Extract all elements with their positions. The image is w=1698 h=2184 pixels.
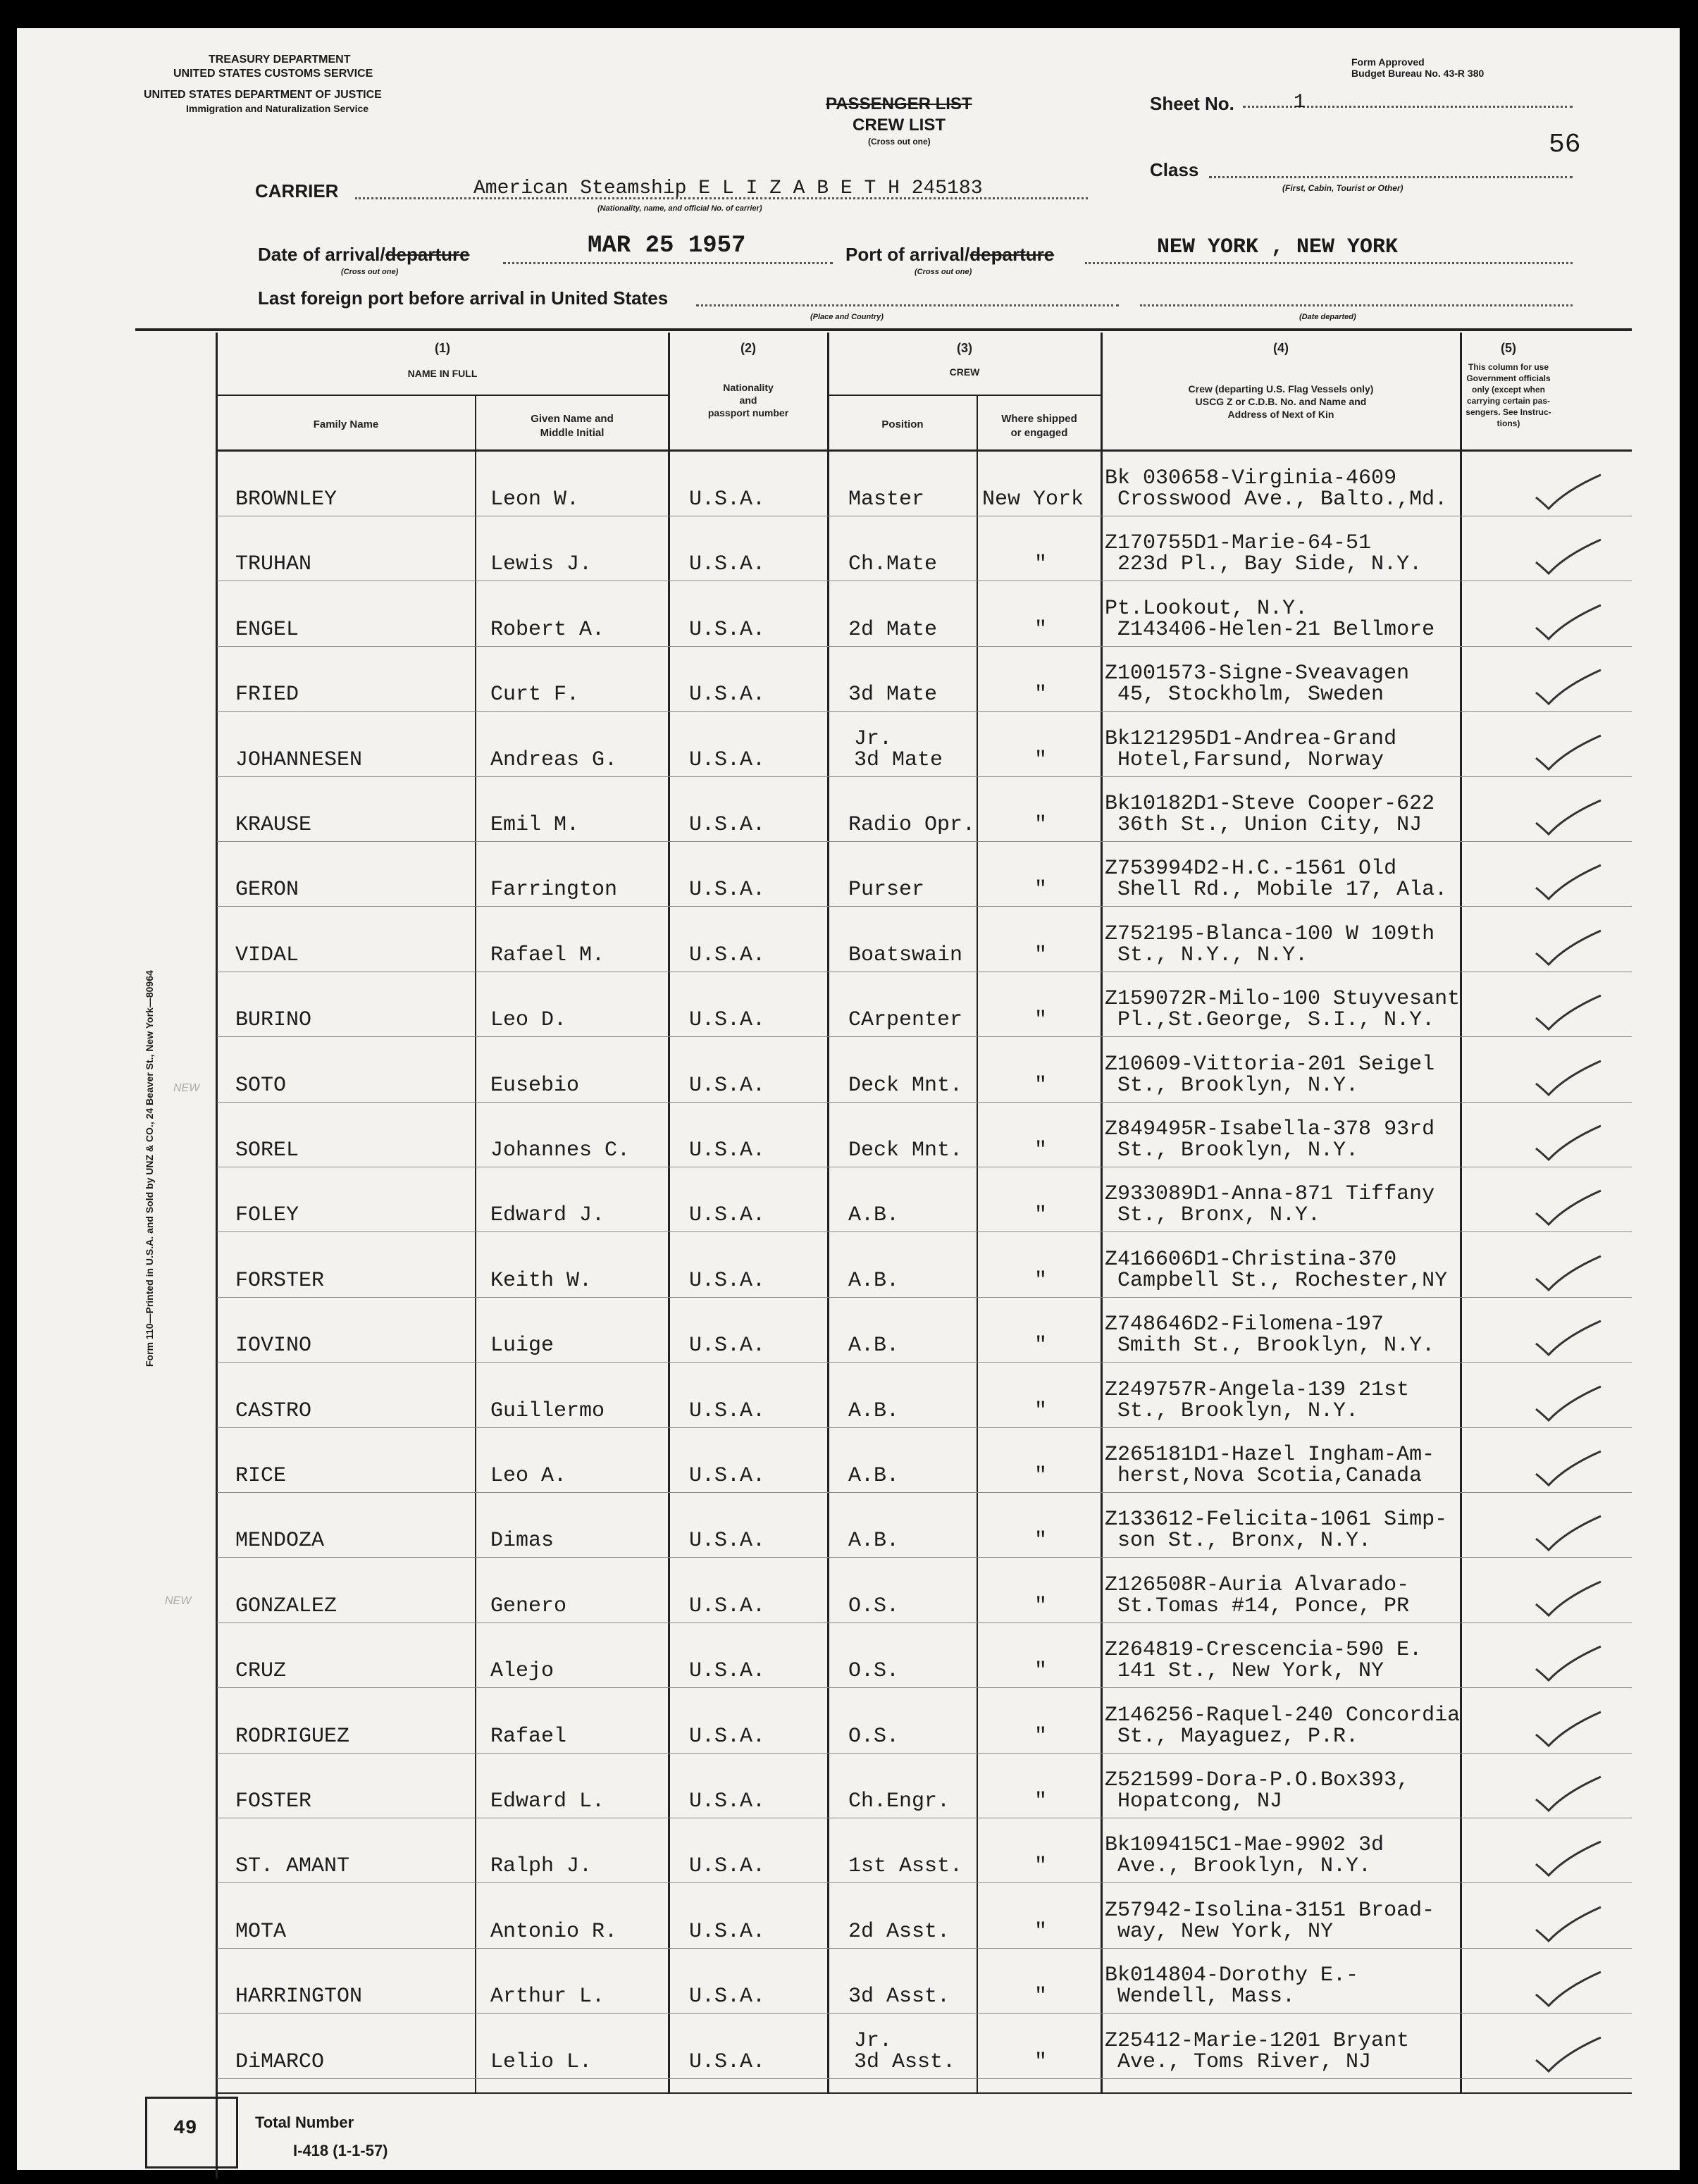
position: Ch.Mate: [848, 552, 938, 577]
nat-header-3: passport number: [707, 407, 789, 418]
position: Boatswain: [848, 943, 963, 967]
col4-number: (4): [1273, 341, 1289, 355]
check-mark-icon: [1530, 730, 1608, 779]
family-name: ST. AMANT: [235, 1854, 350, 1879]
check-mark-icon: [1530, 1055, 1608, 1105]
position: Master: [848, 488, 925, 511]
position: A.B.: [848, 1398, 900, 1423]
family-name: RICE: [235, 1464, 287, 1488]
family-name: ENGEL: [235, 617, 299, 642]
given-name: Edward J.: [490, 1203, 605, 1228]
next-of-kin-line-2: St., Mayaguez, P.R.: [1117, 1724, 1359, 1749]
arrival-date: MAR 25 1957: [588, 232, 746, 259]
given-name: Farrington: [490, 878, 618, 902]
where-shipped: ": [1034, 813, 1048, 837]
next-of-kin-line-2: herst,Nova Scotia,Canada: [1117, 1464, 1423, 1488]
port-struck: departure: [969, 244, 1055, 265]
given-name: Alejo: [490, 1659, 554, 1684]
where-shipped: ": [1034, 2049, 1048, 2074]
given-name: Lewis J.: [490, 552, 593, 577]
family-name: BROWNLEY: [235, 488, 337, 511]
given-name: Ralph J.: [490, 1854, 593, 1879]
family-name: RODRIGUEZ: [235, 1724, 350, 1749]
arrival-port: NEW YORK , NEW YORK: [1157, 235, 1399, 259]
nationality: U.S.A.: [689, 1854, 766, 1879]
next-of-kin-line-1: Z265181D1-Hazel Ingham-Am-: [1105, 1443, 1435, 1467]
where-shipped: ": [1034, 1138, 1048, 1162]
check-mark-icon: [1530, 1836, 1608, 1885]
next-of-kin-line-2: St., Brooklyn, N.Y.: [1117, 1138, 1359, 1162]
side-note-new-2: NEW: [165, 1595, 192, 1607]
nationality: U.S.A.: [689, 878, 766, 902]
given-name: Luige: [490, 1334, 554, 1358]
next-of-kin-line-1: Z249757R-Angela-139 21st: [1105, 1377, 1410, 1402]
next-of-kin-line-1: Z146256-Raquel-240 Concordia: [1105, 1703, 1461, 1727]
family-header: Family Name: [313, 418, 379, 430]
nationality: U.S.A.: [689, 943, 766, 967]
col5-title-5: sengers. See Instruc-: [1465, 407, 1551, 417]
form-number: I-418 (1-1-57): [293, 2142, 388, 2159]
port-note: (Cross out one): [915, 268, 972, 276]
position: 3d Asst.: [848, 1985, 950, 2009]
position: O.S.: [848, 1659, 900, 1684]
next-of-kin-line-2: Pl.,St.George, S.I., N.Y.: [1117, 1008, 1435, 1033]
given-name: Antonio R.: [490, 1919, 618, 1944]
family-name: VIDAL: [235, 943, 299, 967]
carrier-note: (Nationality, name, and official No. of carrier): [597, 204, 762, 213]
where-shipped: ": [1034, 617, 1048, 642]
where-shipped: ": [1034, 1529, 1048, 1553]
sheet-number: 1: [1294, 92, 1306, 113]
family-name: FOSTER: [235, 1789, 312, 1813]
row-rule: [217, 1948, 1632, 1949]
position-header: Position: [881, 418, 924, 430]
where-shipped: New York: [982, 488, 1084, 511]
next-of-kin-line-2: son St., Bronx, N.Y.: [1117, 1529, 1372, 1553]
family-name: DiMARCO: [235, 2049, 325, 2074]
page-stamp: 56: [1549, 130, 1581, 160]
check-mark-icon: [1530, 1966, 1608, 2016]
given-name: Eusebio: [490, 1073, 580, 1098]
where-shipped: ": [1034, 1985, 1048, 2009]
next-of-kin-line-1: Bk10182D1-Steve Cooper-622: [1105, 792, 1435, 816]
check-mark-icon: [1530, 860, 1608, 909]
nationality: U.S.A.: [689, 683, 766, 707]
next-of-kin-line-1: Z849495R-Isabella-378 93rd: [1105, 1117, 1435, 1141]
row-rule: [217, 1231, 1632, 1232]
nationality: U.S.A.: [689, 1138, 766, 1162]
next-of-kin-line-1: Bk109415C1-Mae-9902 3d: [1105, 1833, 1384, 1858]
nationality: U.S.A.: [689, 1398, 766, 1423]
family-name: GONZALEZ: [235, 1594, 337, 1618]
where-shipped: ": [1034, 1073, 1048, 1098]
given-name: Rafael: [490, 1724, 567, 1749]
next-of-kin-line-2: 223d Pl., Bay Side, N.Y.: [1117, 552, 1423, 577]
where-shipped: ": [1034, 1464, 1048, 1488]
next-of-kin-line-2: 45, Stockholm, Sweden: [1117, 683, 1384, 707]
family-name: FORSTER: [235, 1268, 325, 1293]
family-name: FOLEY: [235, 1203, 299, 1228]
nat-header-2: and: [739, 395, 757, 406]
next-of-kin-line-1: Z133612-Felicita-1061 Simp-: [1105, 1508, 1448, 1532]
position: 3d Mate: [848, 683, 938, 707]
nationality: U.S.A.: [689, 617, 766, 642]
cross-out-note: (Cross out one): [868, 137, 931, 147]
col1-title: NAME IN FULL: [407, 368, 478, 379]
family-name: BURINO: [235, 1008, 312, 1033]
given-name: Emil M.: [490, 813, 580, 837]
next-of-kin-line-2: Z143406-Helen-21 Bellmore: [1117, 617, 1435, 642]
position: 2d Asst.: [848, 1919, 950, 1944]
next-of-kin-line-2: Smith St., Brooklyn, N.Y.: [1117, 1334, 1435, 1358]
row-rule: [217, 711, 1632, 712]
col5-number: (5): [1501, 341, 1516, 355]
nationality: U.S.A.: [689, 813, 766, 837]
nationality: U.S.A.: [689, 552, 766, 577]
col4-title-2: USCG Z or C.D.B. No. and Name and: [1195, 396, 1367, 407]
next-of-kin-line-1: Bk014804-Dorothy E.-: [1105, 1963, 1359, 1988]
given-header-2: Middle Initial: [540, 427, 605, 439]
nat-header-1: Nationality: [723, 382, 774, 393]
given-name: Guillermo: [490, 1398, 605, 1423]
total-number: 49: [173, 2118, 197, 2140]
family-name: MENDOZA: [235, 1529, 325, 1553]
where-shipped: ": [1034, 943, 1048, 967]
agency-line-2: UNITED STATES CUSTOMS SERVICE: [173, 68, 373, 80]
next-of-kin-line-1: Z933089D1-Anna-871 Tiffany: [1105, 1182, 1435, 1207]
position: Radio Opr.: [848, 813, 976, 837]
check-mark-icon: [1530, 1901, 1608, 1951]
nationality: U.S.A.: [689, 1073, 766, 1098]
position: Purser: [848, 878, 925, 902]
port-label: [845, 244, 1054, 266]
row-rule: [217, 1557, 1632, 1558]
next-of-kin-line-1: Z159072R-Milo-100 Stuyvesant: [1105, 987, 1461, 1012]
family-name: KRAUSE: [235, 813, 312, 837]
given-name: Rafael M.: [490, 943, 605, 967]
row-rule: [217, 1882, 1632, 1883]
manifest-sheet: [17, 28, 1680, 2170]
family-name: TRUHAN: [235, 552, 312, 577]
nationality: U.S.A.: [689, 1203, 766, 1228]
nationality: U.S.A.: [689, 2049, 766, 2074]
next-of-kin-line-2: Campbell St., Rochester,NY: [1117, 1268, 1448, 1293]
where-shipped: ": [1034, 1334, 1048, 1358]
given-name: Genero: [490, 1594, 567, 1618]
nationality: U.S.A.: [689, 747, 766, 772]
position: 2d Mate: [848, 617, 938, 642]
col5-title-6: tions): [1496, 418, 1520, 428]
check-mark-icon: [1530, 534, 1608, 583]
check-mark-icon: [1530, 2032, 1608, 2081]
next-of-kin-line-1: Z57942-Isolina-3151 Broad-: [1105, 1898, 1435, 1923]
next-of-kin-line-2: Ave., Toms River, NJ: [1117, 2049, 1372, 2074]
total-label: Total Number: [255, 2114, 354, 2131]
where-shipped: ": [1034, 1008, 1048, 1033]
shipped-header-1: Where shipped: [1001, 413, 1077, 425]
row-rule: [217, 1687, 1632, 1688]
where-shipped: ": [1034, 1268, 1048, 1293]
position-line-2: 3d Asst.: [854, 2049, 956, 2074]
agency-line-4: Immigration and Naturalization Service: [186, 103, 369, 114]
nationality: U.S.A.: [689, 1594, 766, 1618]
col3-number: (3): [957, 341, 972, 355]
family-name: FRIED: [235, 683, 299, 707]
next-of-kin-line-2: Ave., Brooklyn, N.Y.: [1117, 1854, 1372, 1879]
family-name: SOREL: [235, 1138, 299, 1162]
shipped-header-2: or engaged: [1010, 427, 1068, 439]
family-name: IOVINO: [235, 1334, 312, 1358]
position: Deck Mnt.: [848, 1138, 963, 1162]
row-rule: [217, 646, 1632, 647]
nationality: U.S.A.: [689, 1659, 766, 1684]
nationality: U.S.A.: [689, 1008, 766, 1033]
given-name: Dimas: [490, 1529, 554, 1553]
position: 1st Asst.: [848, 1854, 963, 1879]
next-of-kin-line-2: 141 St., New York, NY: [1117, 1659, 1384, 1684]
last-port-label: Last foreign port before arrival in United States: [258, 287, 669, 309]
position: Deck Mnt.: [848, 1073, 963, 1098]
nationality: U.S.A.: [689, 1529, 766, 1553]
given-name: Edward L.: [490, 1789, 605, 1813]
position: Jr.: [854, 2028, 893, 2053]
where-shipped: ": [1034, 1854, 1048, 1879]
next-of-kin-line-1: Z1001573-Signe-Sveavagen: [1105, 662, 1410, 686]
nationality: U.S.A.: [689, 1919, 766, 1944]
sheet-label: Sheet No.: [1150, 93, 1234, 114]
row-rule: [217, 1492, 1632, 1493]
family-name: CASTRO: [235, 1398, 312, 1423]
nationality: U.S.A.: [689, 1789, 766, 1813]
next-of-kin-line-1: Z752195-Blanca-100 W 109th: [1105, 922, 1435, 946]
next-of-kin-line-1: Z25412-Marie-1201 Bryant: [1105, 2028, 1410, 2053]
position: A.B.: [848, 1203, 900, 1228]
check-mark-icon: [1530, 1381, 1608, 1430]
where-shipped: ": [1034, 1724, 1048, 1749]
nationality: U.S.A.: [689, 1724, 766, 1749]
next-of-kin-line-2: Crosswood Ave., Balto.,Md.: [1117, 488, 1448, 511]
given-name: Leon W.: [490, 488, 580, 511]
given-name: Keith W.: [490, 1268, 593, 1293]
where-shipped: ": [1034, 1594, 1048, 1618]
next-of-kin-line-1: Z753994D2-H.C.-1561 Old: [1105, 857, 1397, 881]
family-name: CRUZ: [235, 1659, 287, 1684]
given-name: Leo D.: [490, 1008, 567, 1033]
check-mark-icon: [1530, 1641, 1608, 1690]
class-note: (First, Cabin, Tourist or Other): [1282, 183, 1403, 193]
col1-number: (1): [435, 341, 450, 355]
where-shipped: ": [1034, 683, 1048, 707]
next-of-kin-line-2: St., Brooklyn, N.Y.: [1117, 1073, 1359, 1098]
row-rule: [217, 1102, 1632, 1103]
carrier-value: American Steamship E L I Z A B E T H 245183: [473, 178, 983, 199]
check-mark-icon: [1530, 1771, 1608, 1820]
family-name: JOHANNESEN: [235, 747, 363, 772]
check-mark-icon: [1530, 1185, 1608, 1234]
check-mark-icon: [1530, 1315, 1608, 1365]
check-mark-icon: [1530, 1251, 1608, 1300]
where-shipped: ": [1034, 552, 1048, 577]
given-name: Johannes C.: [490, 1138, 631, 1162]
position: A.B.: [848, 1529, 900, 1553]
family-name: SOTO: [235, 1073, 287, 1098]
where-shipped: ": [1034, 1398, 1048, 1423]
family-name: GERON: [235, 878, 299, 902]
nationality: U.S.A.: [689, 1464, 766, 1488]
next-of-kin-line-2: Hotel,Farsund, Norway: [1117, 747, 1384, 772]
next-of-kin-line-1: Z416606D1-Christina-370: [1105, 1247, 1397, 1272]
next-of-kin-line-2: St.Tomas #14, Ponce, PR: [1117, 1594, 1410, 1618]
form-approved: Form Approved: [1351, 56, 1425, 68]
position: A.B.: [848, 1334, 900, 1358]
next-of-kin-line-1: Z521599-Dora-P.O.Box393,: [1105, 1768, 1410, 1792]
position: A.B.: [848, 1268, 900, 1293]
port-label-text: Port of arrival/: [845, 244, 970, 265]
col5-title-2: Government officials: [1466, 373, 1551, 383]
col4-title-3: Address of Next of Kin: [1227, 409, 1334, 420]
position: O.S.: [848, 1594, 900, 1618]
printer-imprint: Form 110—Printed in U.S.A. and Sold by UNZ & CO., 24 Beaver St., New York—80964: [144, 970, 155, 1367]
nationality: U.S.A.: [689, 1985, 766, 2009]
col4-title-1: Crew (departing U.S. Flag Vessels only): [1188, 383, 1374, 395]
next-of-kin-line-2: St., N.Y., N.Y.: [1117, 943, 1308, 967]
check-mark-icon: [1530, 600, 1608, 649]
where-shipped: ": [1034, 878, 1048, 902]
next-of-kin-line-2: way, New York, NY: [1117, 1919, 1334, 1944]
check-mark-icon: [1530, 1576, 1608, 1625]
given-name: Curt F.: [490, 683, 580, 707]
check-mark-icon: [1530, 1510, 1608, 1560]
check-mark-icon: [1530, 1446, 1608, 1495]
place-note: (Place and Country): [810, 313, 884, 321]
nationality: U.S.A.: [689, 1268, 766, 1293]
position: Jr.: [854, 726, 893, 751]
col5-title-1: This column for use: [1468, 362, 1549, 372]
position: A.B.: [848, 1464, 900, 1488]
nationality: U.S.A.: [689, 1334, 766, 1358]
next-of-kin-line-2: St., Brooklyn, N.Y.: [1117, 1398, 1359, 1423]
next-of-kin-line-1: Z10609-Vittoria-201 Seigel: [1105, 1052, 1435, 1077]
row-rule: [217, 1297, 1632, 1298]
date-struck: departure: [385, 244, 470, 265]
given-name: Robert A.: [490, 617, 605, 642]
row-rule: [217, 1362, 1632, 1363]
side-note-new-1: NEW: [173, 1082, 200, 1094]
next-of-kin-line-2: Hopatcong, NJ: [1117, 1789, 1283, 1813]
where-shipped: ": [1034, 1919, 1048, 1944]
passenger-list-struck: PASSENGER LIST: [826, 94, 972, 113]
where-shipped: ": [1034, 1789, 1048, 1813]
given-name: Andreas G.: [490, 747, 618, 772]
where-shipped: ": [1034, 747, 1048, 772]
next-of-kin-line-2: Wendell, Mass.: [1117, 1985, 1296, 2009]
check-mark-icon: [1530, 925, 1608, 974]
given-name: Leo A.: [490, 1464, 567, 1488]
agency-line-3: UNITED STATES DEPARTMENT OF JUSTICE: [144, 89, 382, 101]
family-name: HARRINGTON: [235, 1985, 363, 2009]
given-header-1: Given Name and: [531, 413, 614, 425]
class-label: Class: [1150, 159, 1199, 180]
next-of-kin-line-1: Z126508R-Auria Alvarado-: [1105, 1572, 1410, 1597]
date-departed-note: (Date departed): [1299, 313, 1356, 321]
row-rule: [217, 1427, 1632, 1428]
check-mark-icon: [1530, 664, 1608, 714]
next-of-kin-line-1: Z170755D1-Marie-64-51: [1105, 531, 1372, 556]
row-rule: [217, 906, 1632, 907]
budget-bureau: Budget Bureau No. 43-R 380: [1351, 68, 1485, 79]
next-of-kin-line-1: Z264819-Crescencia-590 E.: [1105, 1638, 1423, 1663]
check-mark-icon: [1530, 990, 1608, 1039]
position: Ch.Engr.: [848, 1789, 950, 1813]
given-name: Lelio L.: [490, 2049, 593, 2074]
nationality: U.S.A.: [689, 488, 766, 511]
position: CArpenter: [848, 1008, 963, 1033]
where-shipped: ": [1034, 1659, 1048, 1684]
check-mark-icon: [1530, 1706, 1608, 1756]
given-name: Arthur L.: [490, 1985, 605, 2009]
crew-list-title: CREW LIST: [853, 116, 946, 135]
next-of-kin-line-2: 36th St., Union City, NJ: [1117, 813, 1423, 837]
where-shipped: ": [1034, 1203, 1048, 1228]
check-mark-icon: [1530, 469, 1608, 519]
row-rule: [217, 2013, 1632, 2014]
next-of-kin-line-1: Pt.Lookout, N.Y.: [1105, 596, 1308, 621]
check-mark-icon: [1530, 795, 1608, 844]
col2-number: (2): [740, 341, 756, 355]
next-of-kin-line-1: Bk 030658-Virginia-4609: [1105, 466, 1397, 490]
next-of-kin-line-2: St., Bronx, N.Y.: [1117, 1203, 1321, 1228]
check-mark-icon: [1530, 1120, 1608, 1169]
col5-title-4: carrying certain pas-: [1466, 396, 1551, 406]
date-note: (Cross out one): [341, 268, 399, 276]
position-line-2: 3d Mate: [854, 747, 943, 772]
family-name: MOTA: [235, 1919, 287, 1944]
row-rule: [217, 1753, 1632, 1754]
next-of-kin-line-2: Shell Rd., Mobile 17, Ala.: [1117, 878, 1448, 902]
col5-title-3: only (except when: [1471, 385, 1546, 395]
row-rule: [217, 776, 1632, 777]
agency-line-1: TREASURY DEPARTMENT: [209, 54, 351, 66]
date-label: [258, 244, 470, 266]
next-of-kin-line-1: Bk121295D1-Andrea-Grand: [1105, 726, 1397, 751]
row-rule: [217, 841, 1632, 842]
date-label-text: Date of arrival/: [258, 244, 385, 265]
carrier-label: CARRIER: [255, 180, 339, 201]
row-rule: [217, 2078, 1632, 2079]
next-of-kin-line-1: Z748646D2-Filomena-197: [1105, 1313, 1384, 1337]
position: O.S.: [848, 1724, 900, 1749]
row-rule: [217, 1036, 1632, 1037]
crew-header: CREW: [949, 366, 980, 378]
